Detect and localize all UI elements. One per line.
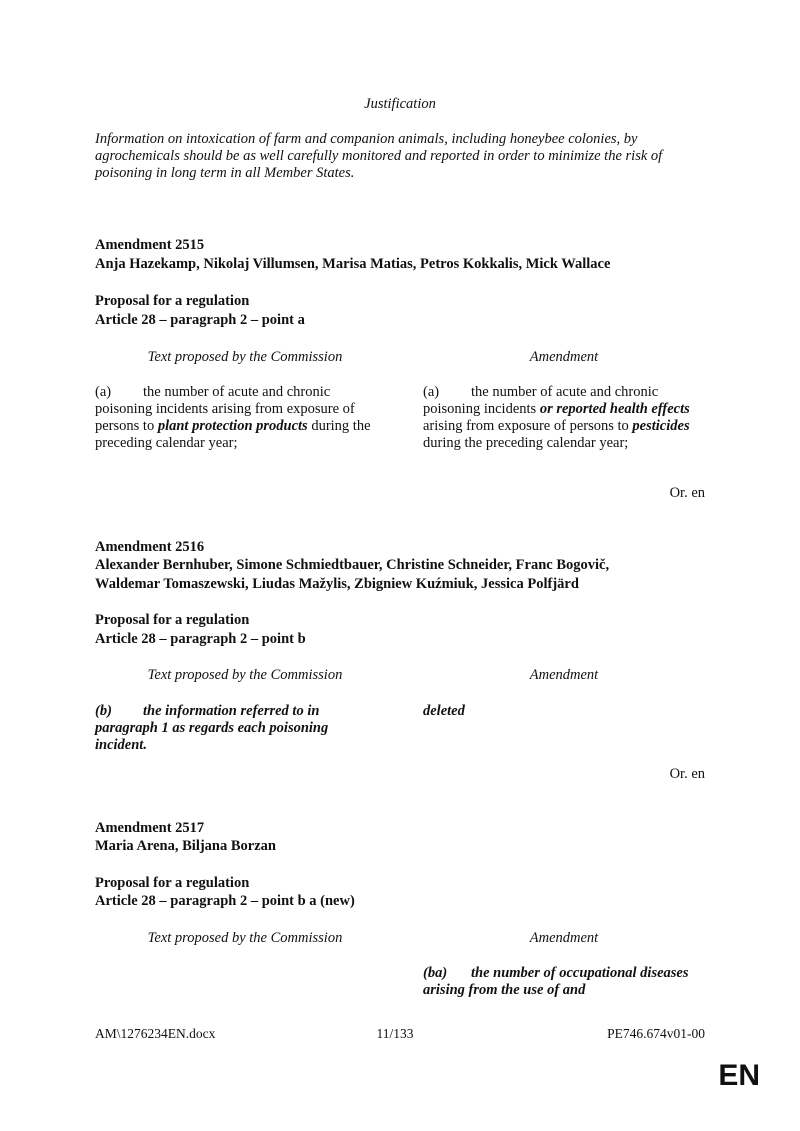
amendment-text: (ba) the number of occupational diseases arising from the use of and [423,965,689,998]
article-reference: Article 28 – paragraph 2 – point a [95,312,305,328]
amendment-authors: Anja Hazekamp, Nikolaj Villumsen, Marisa Matias, Petros Kokkalis, Mick Wallace [95,256,611,272]
commission-column-header: Text proposed by the Commission [147,349,343,365]
amendment-text-deleted: deleted [423,703,465,719]
proposal-title: Proposal for a regulation [95,875,250,891]
amendment-column-header: Amendment [529,930,599,946]
point-label: (b) [95,703,112,719]
amendment-authors-continued: Waldemar Tomaszewski, Liudas Mažylis, Zbigniew Kuźmiuk, Jessica Polfjärd [95,576,579,592]
proposal-title: Proposal for a regulation [95,612,250,628]
footer-page-number: 11/133 [376,1026,414,1041]
point-label: (a) [423,384,440,400]
amendment-number: Amendment 2517 [95,820,205,836]
amendment-authors: Maria Arena, Biljana Borzan [95,838,276,854]
commission-text: (a) the number of acute and chronic poisoning incidents arising from exposure of persons to plant protection products during the preceding calendar year; [95,384,371,451]
proposal-title: Proposal for a regulation [95,293,250,309]
commission-column-header: Text proposed by the Commission [147,667,343,683]
point-label: (a) [95,384,112,400]
language-badge: EN [718,1059,760,1092]
original-language: Or. en [669,766,705,782]
amendment-column-header: Amendment [529,349,599,365]
amendment-column-header: Amendment [529,667,599,683]
amendment-authors: Alexander Bernhuber, Simone Schmiedtbauer, Christine Schneider, Franc Bogovič, [95,557,610,573]
justification-text: Information on intoxication of farm and companion animals, including honeybee colonies, by agrochemicals should be as well carefully monitored and reported in order to minimize the risk of poisoning in long term in all Member States. [95,131,663,181]
commission-text: (b) the information referred to in paragraph 1 as regards each poisoning incident. [95,703,329,753]
footer-reference: PE746.674v01-00 [607,1026,705,1041]
commission-column-header: Text proposed by the Commission [147,930,343,946]
point-label: (ba) [423,965,448,981]
amendment-text: (a) the number of acute and chronic poisoning incidents or reported health effects arising from exposure of persons to pesticides during the preceding calendar year; [423,384,690,451]
amendment-number: Amendment 2515 [95,237,205,253]
article-reference: Article 28 – paragraph 2 – point b a (new) [95,893,355,909]
justification-heading: Justification [364,96,436,112]
original-language: Or. en [669,485,705,501]
amendment-number: Amendment 2516 [95,539,205,555]
article-reference: Article 28 – paragraph 2 – point b [95,631,306,647]
footer-document-name: AM\1276234EN.docx [95,1026,216,1041]
